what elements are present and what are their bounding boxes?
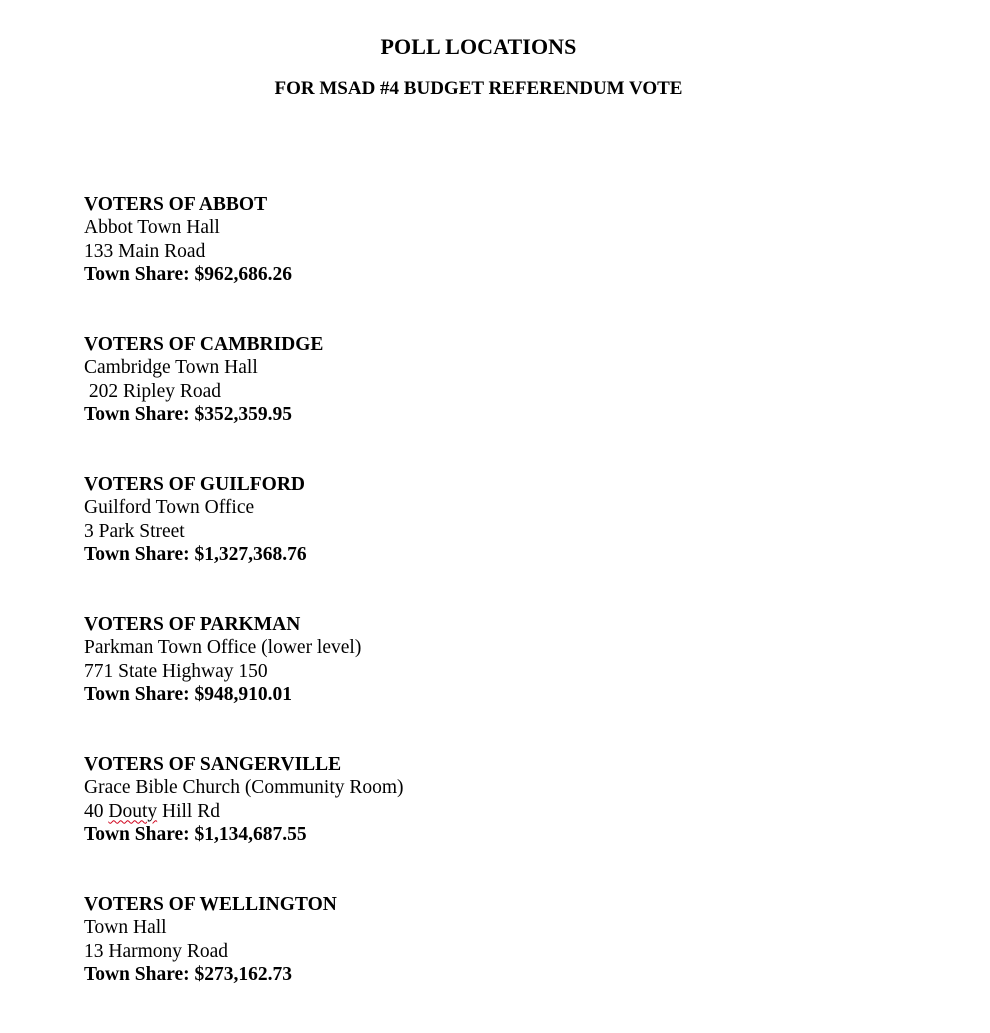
page-title: POLL LOCATIONS bbox=[380, 34, 577, 59]
location-town-share: Town Share: $352,359.95 bbox=[84, 403, 293, 425]
location-heading: VOTERS OF CAMBRIDGE bbox=[84, 334, 324, 355]
location-heading: VOTERS OF GUILFORD bbox=[84, 474, 305, 495]
location-heading: VOTERS OF ABBOT bbox=[84, 194, 268, 215]
poll-locations-list bbox=[84, 193, 684, 1033]
location-place: Guilford Town Office bbox=[84, 497, 255, 519]
location-wellington bbox=[84, 893, 684, 1033]
location-parkman bbox=[84, 613, 684, 753]
location-town-share: Town Share: $962,686.26 bbox=[84, 263, 293, 285]
location-address: 202 Ripley Road bbox=[84, 380, 222, 402]
address-street: Hill Rd bbox=[157, 800, 220, 822]
location-sangerville bbox=[84, 753, 684, 893]
location-guilford bbox=[84, 473, 684, 613]
location-heading: VOTERS OF WELLINGTON bbox=[84, 894, 337, 915]
location-address: 133 Main Road bbox=[84, 240, 206, 262]
location-heading: VOTERS OF SANGERVILLE bbox=[84, 754, 342, 775]
address-number: 40 bbox=[84, 800, 109, 822]
location-town-share: Town Share: $1,134,687.55 bbox=[84, 823, 307, 845]
location-cambridge bbox=[84, 333, 684, 473]
location-place: Town Hall bbox=[84, 917, 167, 939]
location-abbot bbox=[84, 193, 684, 333]
location-place: Parkman Town Office (lower level) bbox=[84, 637, 362, 659]
location-heading: VOTERS OF PARKMAN bbox=[84, 614, 301, 635]
location-town-share: Town Share: $948,910.01 bbox=[84, 683, 293, 705]
location-place: Grace Bible Church (Community Room) bbox=[84, 777, 404, 799]
location-town-share: Town Share: $273,162.73 bbox=[84, 963, 293, 985]
location-address: 3 Park Street bbox=[84, 520, 185, 542]
location-town-share: Town Share: $1,327,368.76 bbox=[84, 543, 307, 565]
location-place: Abbot Town Hall bbox=[84, 217, 220, 239]
location-address: 13 Harmony Road bbox=[84, 940, 229, 962]
spellcheck-flagged-word[interactable]: Douty bbox=[108, 800, 158, 822]
location-place: Cambridge Town Hall bbox=[84, 357, 258, 379]
location-address bbox=[84, 800, 684, 823]
page-subtitle: FOR MSAD #4 BUDGET REFERENDUM VOTE bbox=[274, 78, 683, 99]
location-address: 771 State Highway 150 bbox=[84, 660, 268, 682]
